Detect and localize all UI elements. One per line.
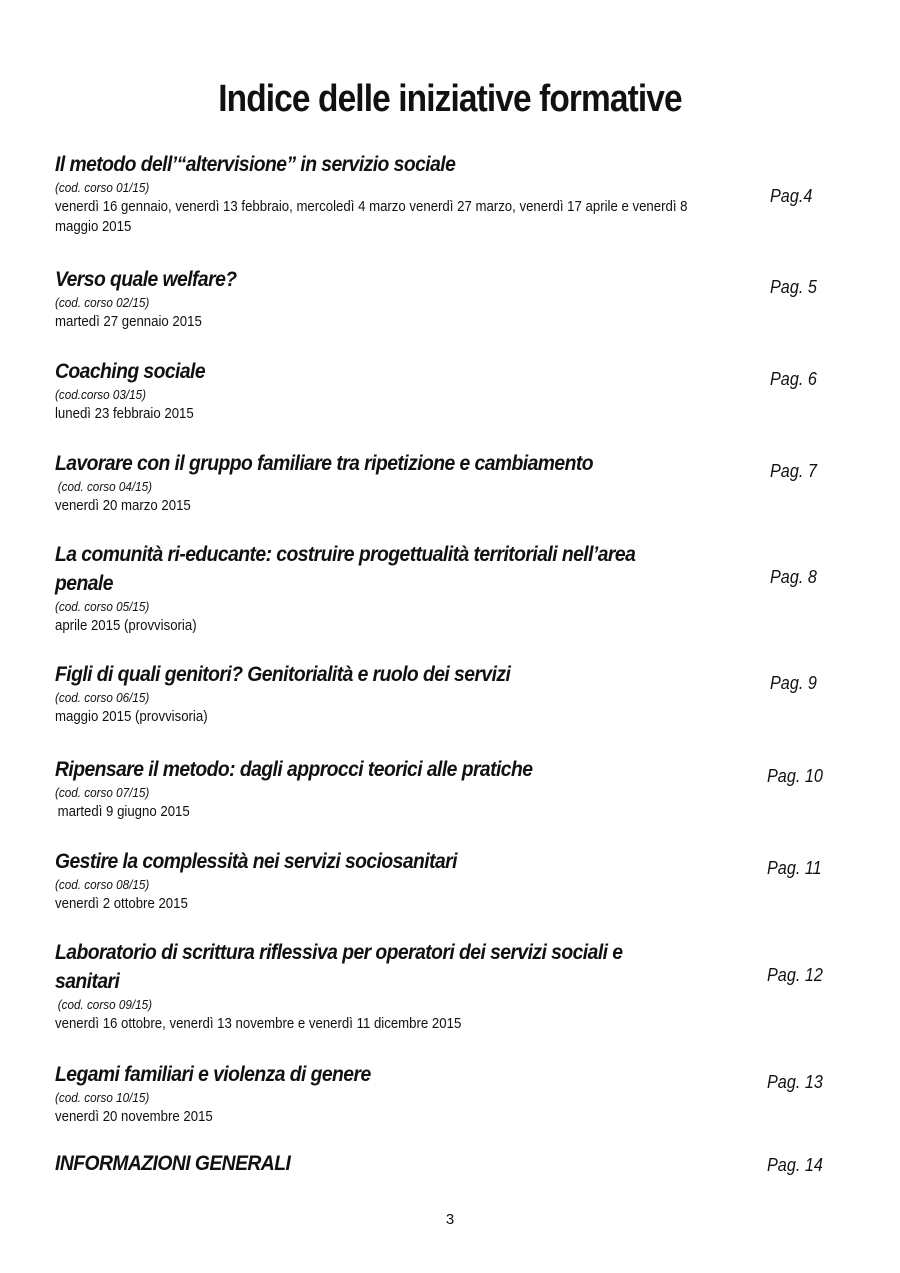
entry-page: Pag. 11: [767, 858, 822, 878]
toc-entry-03[interactable]: [55, 357, 855, 424]
entry-title: Figli di quali genitori? Genitorialità e ruolo dei servizi: [55, 663, 511, 686]
entry-title: Legami familiari e violenza di genere: [55, 1063, 371, 1086]
entry-code: (cod. corso 04/15): [57, 479, 153, 494]
entry-page: Pag. 6: [770, 369, 817, 389]
page-number: 3: [445, 1211, 455, 1228]
entry-page: Pag. 8: [770, 567, 817, 587]
toc-entry-10[interactable]: [55, 1060, 855, 1127]
entry-code: (cod. corso 06/15): [55, 690, 150, 705]
entry-code: (cod. corso 05/15): [55, 599, 150, 614]
general-info-heading[interactable]: INFORMAZIONI GENERALI: [55, 1152, 291, 1175]
entry-date: venerdì 16 gennaio, venerdì 13 febbraio, mercoledì 4 marzo venerdì 27 marzo, venerdì 17 aprile e venerdì 8 maggio 2015: [55, 198, 688, 235]
toc-entry-01[interactable]: [55, 150, 855, 237]
entry-date: maggio 2015 (provvisoria): [55, 708, 208, 725]
entry-page: Pag. 12: [767, 965, 823, 985]
entry-page: Pag. 10: [767, 766, 823, 786]
general-info-page: Pag. 14: [767, 1155, 823, 1175]
entry-code: (cod. corso 08/15): [55, 877, 150, 892]
entry-date: venerdì 20 novembre 2015: [55, 1108, 213, 1125]
entry-date: lunedì 23 febbraio 2015: [55, 405, 194, 422]
entry-page: Pag. 5: [770, 277, 817, 297]
entry-page: Pag. 9: [770, 673, 817, 693]
toc-entry-02[interactable]: [55, 265, 855, 332]
entry-date: venerdì 20 marzo 2015: [55, 497, 191, 514]
toc-entry-07[interactable]: [55, 755, 855, 822]
entry-date: venerdì 2 ottobre 2015: [55, 895, 188, 912]
entry-page: Pag.4: [770, 186, 813, 206]
entry-title: Verso quale welfare?: [55, 268, 237, 291]
entry-page: Pag. 13: [767, 1072, 823, 1092]
page-title: Indice delle iniziative formative: [218, 78, 682, 120]
entry-code: (cod. corso 01/15): [55, 180, 150, 195]
toc-entry-08[interactable]: [55, 847, 855, 914]
entry-code: (cod. corso 07/15): [55, 785, 150, 800]
entry-title: Lavorare con il gruppo familiare tra ripetizione e cambiamento: [55, 452, 594, 475]
entry-code: (cod. corso 10/15): [55, 1090, 150, 1105]
entry-title: Il metodo dell’“altervisione” in servizio sociale: [55, 153, 456, 176]
entry-date: martedì 27 gennaio 2015: [55, 313, 202, 330]
toc-entry-06[interactable]: [55, 660, 855, 727]
entry-code: (cod. corso 02/15): [55, 295, 150, 310]
toc-entry-05[interactable]: [55, 540, 855, 636]
entry-title: Coaching sociale: [55, 360, 206, 383]
entry-date: venerdì 16 ottobre, venerdì 13 novembre e venerdì 11 dicembre 2015: [55, 1015, 462, 1032]
entry-date: martedì 9 giugno 2015: [57, 803, 190, 820]
entry-code: (cod.corso 03/15): [55, 387, 147, 402]
entry-title: La comunità ri-educante: costruire progettualità territoriali nell’area penale: [55, 543, 636, 595]
entry-title: Ripensare il metodo: dagli approcci teorici alle pratiche: [55, 758, 533, 781]
entry-title: Laboratorio di scrittura riflessiva per operatori dei servizi sociali e sanitari: [55, 941, 623, 993]
entry-code: (cod. corso 09/15): [57, 997, 153, 1012]
toc-entry-09[interactable]: [55, 938, 855, 1034]
entry-title: Gestire la complessità nei servizi sociosanitari: [55, 850, 457, 873]
toc-entry-04[interactable]: [55, 449, 855, 516]
entry-date: aprile 2015 (provvisoria): [55, 617, 197, 634]
entry-page: Pag. 7: [770, 461, 817, 481]
